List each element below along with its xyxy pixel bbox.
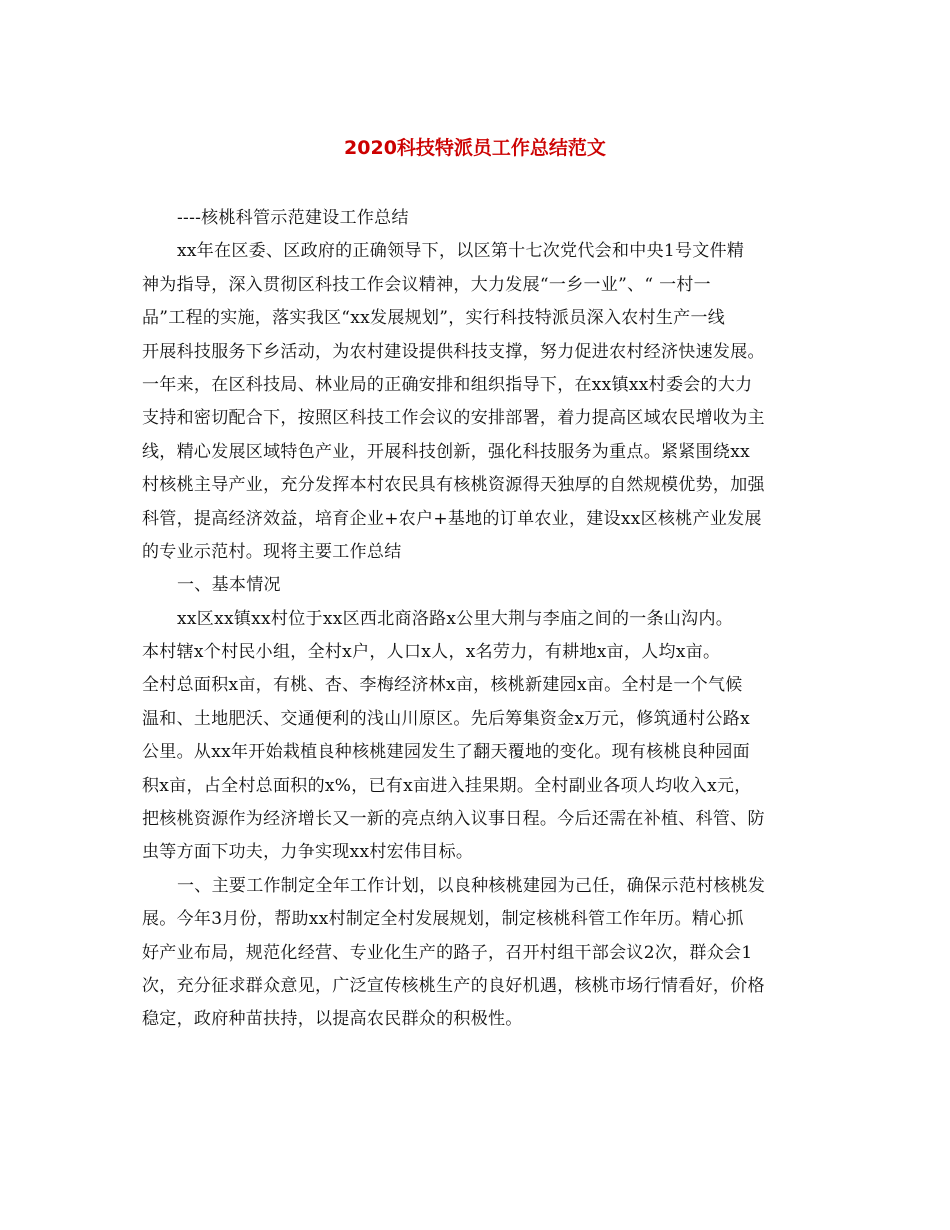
text-line: 品”工程的实施，落实我区“xx发展规划”，实行科技特派员深入农村生产一线 bbox=[142, 308, 726, 329]
text-line: 虫等方面下功夫，力争实现xx村宏伟目标。 bbox=[142, 842, 474, 863]
text-line: xx年在区委、区政府的正确领导下，以区第十七次党代会和中央1号文件精 bbox=[177, 241, 745, 262]
text-line: 一、基本情况 bbox=[177, 575, 281, 596]
text-line: ----核桃科管示范建设工作总结 bbox=[177, 208, 409, 228]
text-line: 科管，提高经济效益，培育企业+农户+基地的订单农业，建设xx区核桃产业发展 bbox=[142, 508, 762, 529]
document-body bbox=[142, 202, 816, 1037]
text-line: 全村总面积x亩，有桃、杏、李梅经济林x亩，核桃新建园x亩。全村是一个气候 bbox=[142, 675, 743, 696]
text-line: 展。今年3月份，帮助xx村制定全村发展规划，制定核桃科管工作年历。精心抓 bbox=[142, 909, 744, 930]
text-line: 一年来，在区科技局、林业局的正确安排和组织指导下，在xx镇xx村委会的大力 bbox=[142, 374, 753, 395]
text-line: 的专业示范村。现将主要工作总结 bbox=[142, 541, 402, 562]
text-line: 线，精心发展区域特色产业，开展科技创新，强化科技服务为重点。紧紧围绕xx bbox=[142, 441, 750, 462]
text-line: 开展科技服务下乡活动，为农村建设提供科技支撑，努力促进农村经济快速发展。 bbox=[142, 341, 765, 362]
document-title: 2020科技特派员工作总结范文 bbox=[344, 137, 606, 159]
text-line: 支持和密切配合下，按照区科技工作会议的安排部署，着力提高区域农民增收为主 bbox=[142, 408, 765, 429]
text-line: 村核桃主导产业，充分发挥本村农民具有核桃资源得天独厚的自然规模优势，加强 bbox=[142, 475, 765, 496]
text-line: 稳定，政府种苗扶持，以提高农民群众的积极性。 bbox=[142, 1009, 523, 1030]
text-line: 把核桃资源作为经济增长又一新的亮点纳入议事日程。今后还需在补植、科管、防 bbox=[142, 809, 765, 830]
text-line: 本村辖x个村民小组，全村x户，人口x人，x名劳力，有耕地x亩，人均x亩。 bbox=[142, 642, 721, 663]
text-line: xx区xx镇xx村位于xx区西北商洛路x公里大荆与李庙之间的一条山沟内。 bbox=[177, 608, 734, 629]
text-line: 好产业布局，规范化经营、专业化生产的路子，召开村组干部会议2次，群众会1 bbox=[142, 942, 753, 963]
text-line: 温和、土地肥沃、交通便利的浅山川原区。先后筹集资金x万元，修筑通村公路x bbox=[142, 708, 750, 729]
text-line: 神为指导，深入贯彻区科技工作会议精神，大力发展“一乡一业”、“ 一村一 bbox=[142, 274, 711, 295]
text-line: 积x亩，占全村总面积的x%，已有x亩进入挂果期。全村副业各项人均收入x元， bbox=[142, 775, 752, 796]
text-line: 一、主要工作制定全年工作计划，以良种核桃建园为己任，确保示范村核桃发 bbox=[177, 875, 766, 896]
text-line: 公里。从xx年开始栽植良种核桃建园发生了翻天覆地的变化。现有核桃良种园面 bbox=[142, 742, 750, 763]
text-line: 次，充分征求群众意见，广泛宣传核桃生产的良好机遇，核桃市场行情看好，价格 bbox=[142, 975, 765, 996]
